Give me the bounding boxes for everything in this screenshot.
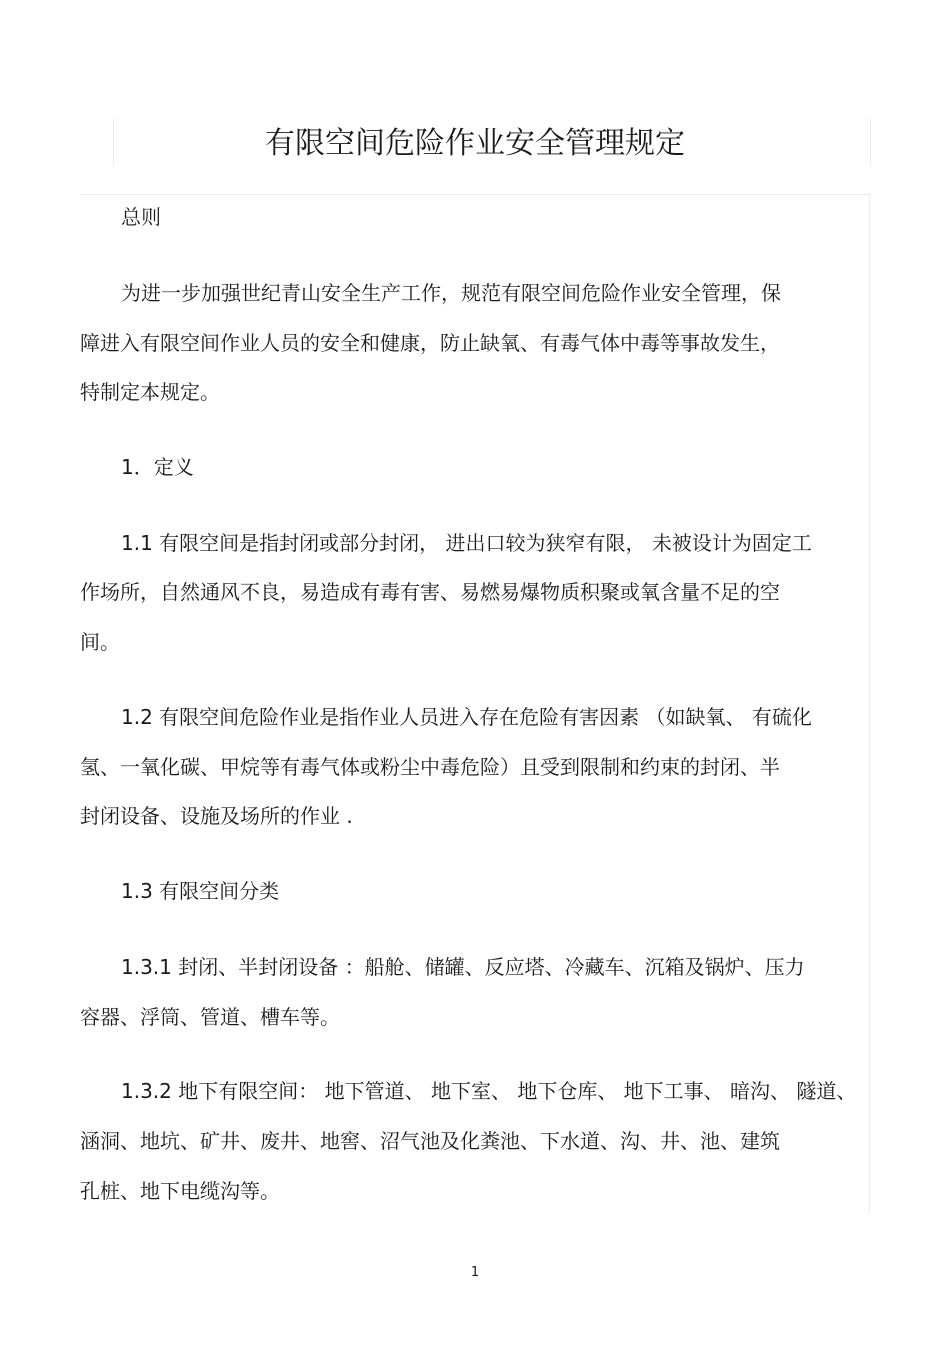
- paragraph-line: 特制定本规定。: [80, 380, 220, 404]
- paragraph-line: 1.3.1 封闭、半封闭设备 ：船舱、储罐、反应塔、冷藏车、沉箱及锅炉、压力: [121, 955, 805, 979]
- paragraph-line: 容器、浮筒、管道、槽车等。: [80, 1005, 340, 1029]
- paragraph-line: 封闭设备、设施及场所的作业 .: [80, 804, 353, 828]
- paragraph-line: 作场所，自然通风不良，易造成有毒有害、易燃易爆物质积聚或氧含量不足的空: [80, 580, 780, 604]
- section-heading-definition: 1．定义: [121, 455, 194, 479]
- paragraph-line: 涵洞、地坑、矿井、废井、地窖、沼气池及化粪池、下水道、沟、井、池、建筑: [80, 1129, 780, 1153]
- paragraph-line: 1.3.2 地下有限空间： 地下管道、 地下室、 地下仓库、 地下工事、 暗沟、 隧道、: [121, 1079, 857, 1103]
- section-heading-general: 总则: [121, 205, 161, 229]
- paragraph-line: 1.2 有限空间危险作业是指作业人员进入存在危险有害因素 （如缺氧、 有硫化: [121, 705, 812, 729]
- paragraph-line: 1.1 有限空间是指封闭或部分封闭， 进出口较为狭窄有限， 未被设计为固定工: [121, 531, 812, 555]
- paragraph-line: 为进一步加强世纪青山安全生产工作，规范有限空间危险作业安全管理，保: [121, 281, 781, 305]
- document-title: 有限空间危险作业安全管理规定: [265, 126, 685, 161]
- paragraph-line: 孔桩、地下电缆沟等。: [80, 1179, 280, 1203]
- page-number: 1: [470, 1265, 480, 1280]
- paragraph-line: 氢、一氧化碳、甲烷等有毒气体或粉尘中毒危险）且受到限制和约束的封闭、半: [80, 755, 780, 779]
- section-heading-classification: 1.3 有限空间分类: [121, 879, 280, 903]
- paragraph-line: 障进入有限空间作业人员的安全和健康，防止缺氧、有毒气体中毒等事故发生，: [80, 331, 780, 355]
- paragraph-line: 间。: [80, 630, 120, 654]
